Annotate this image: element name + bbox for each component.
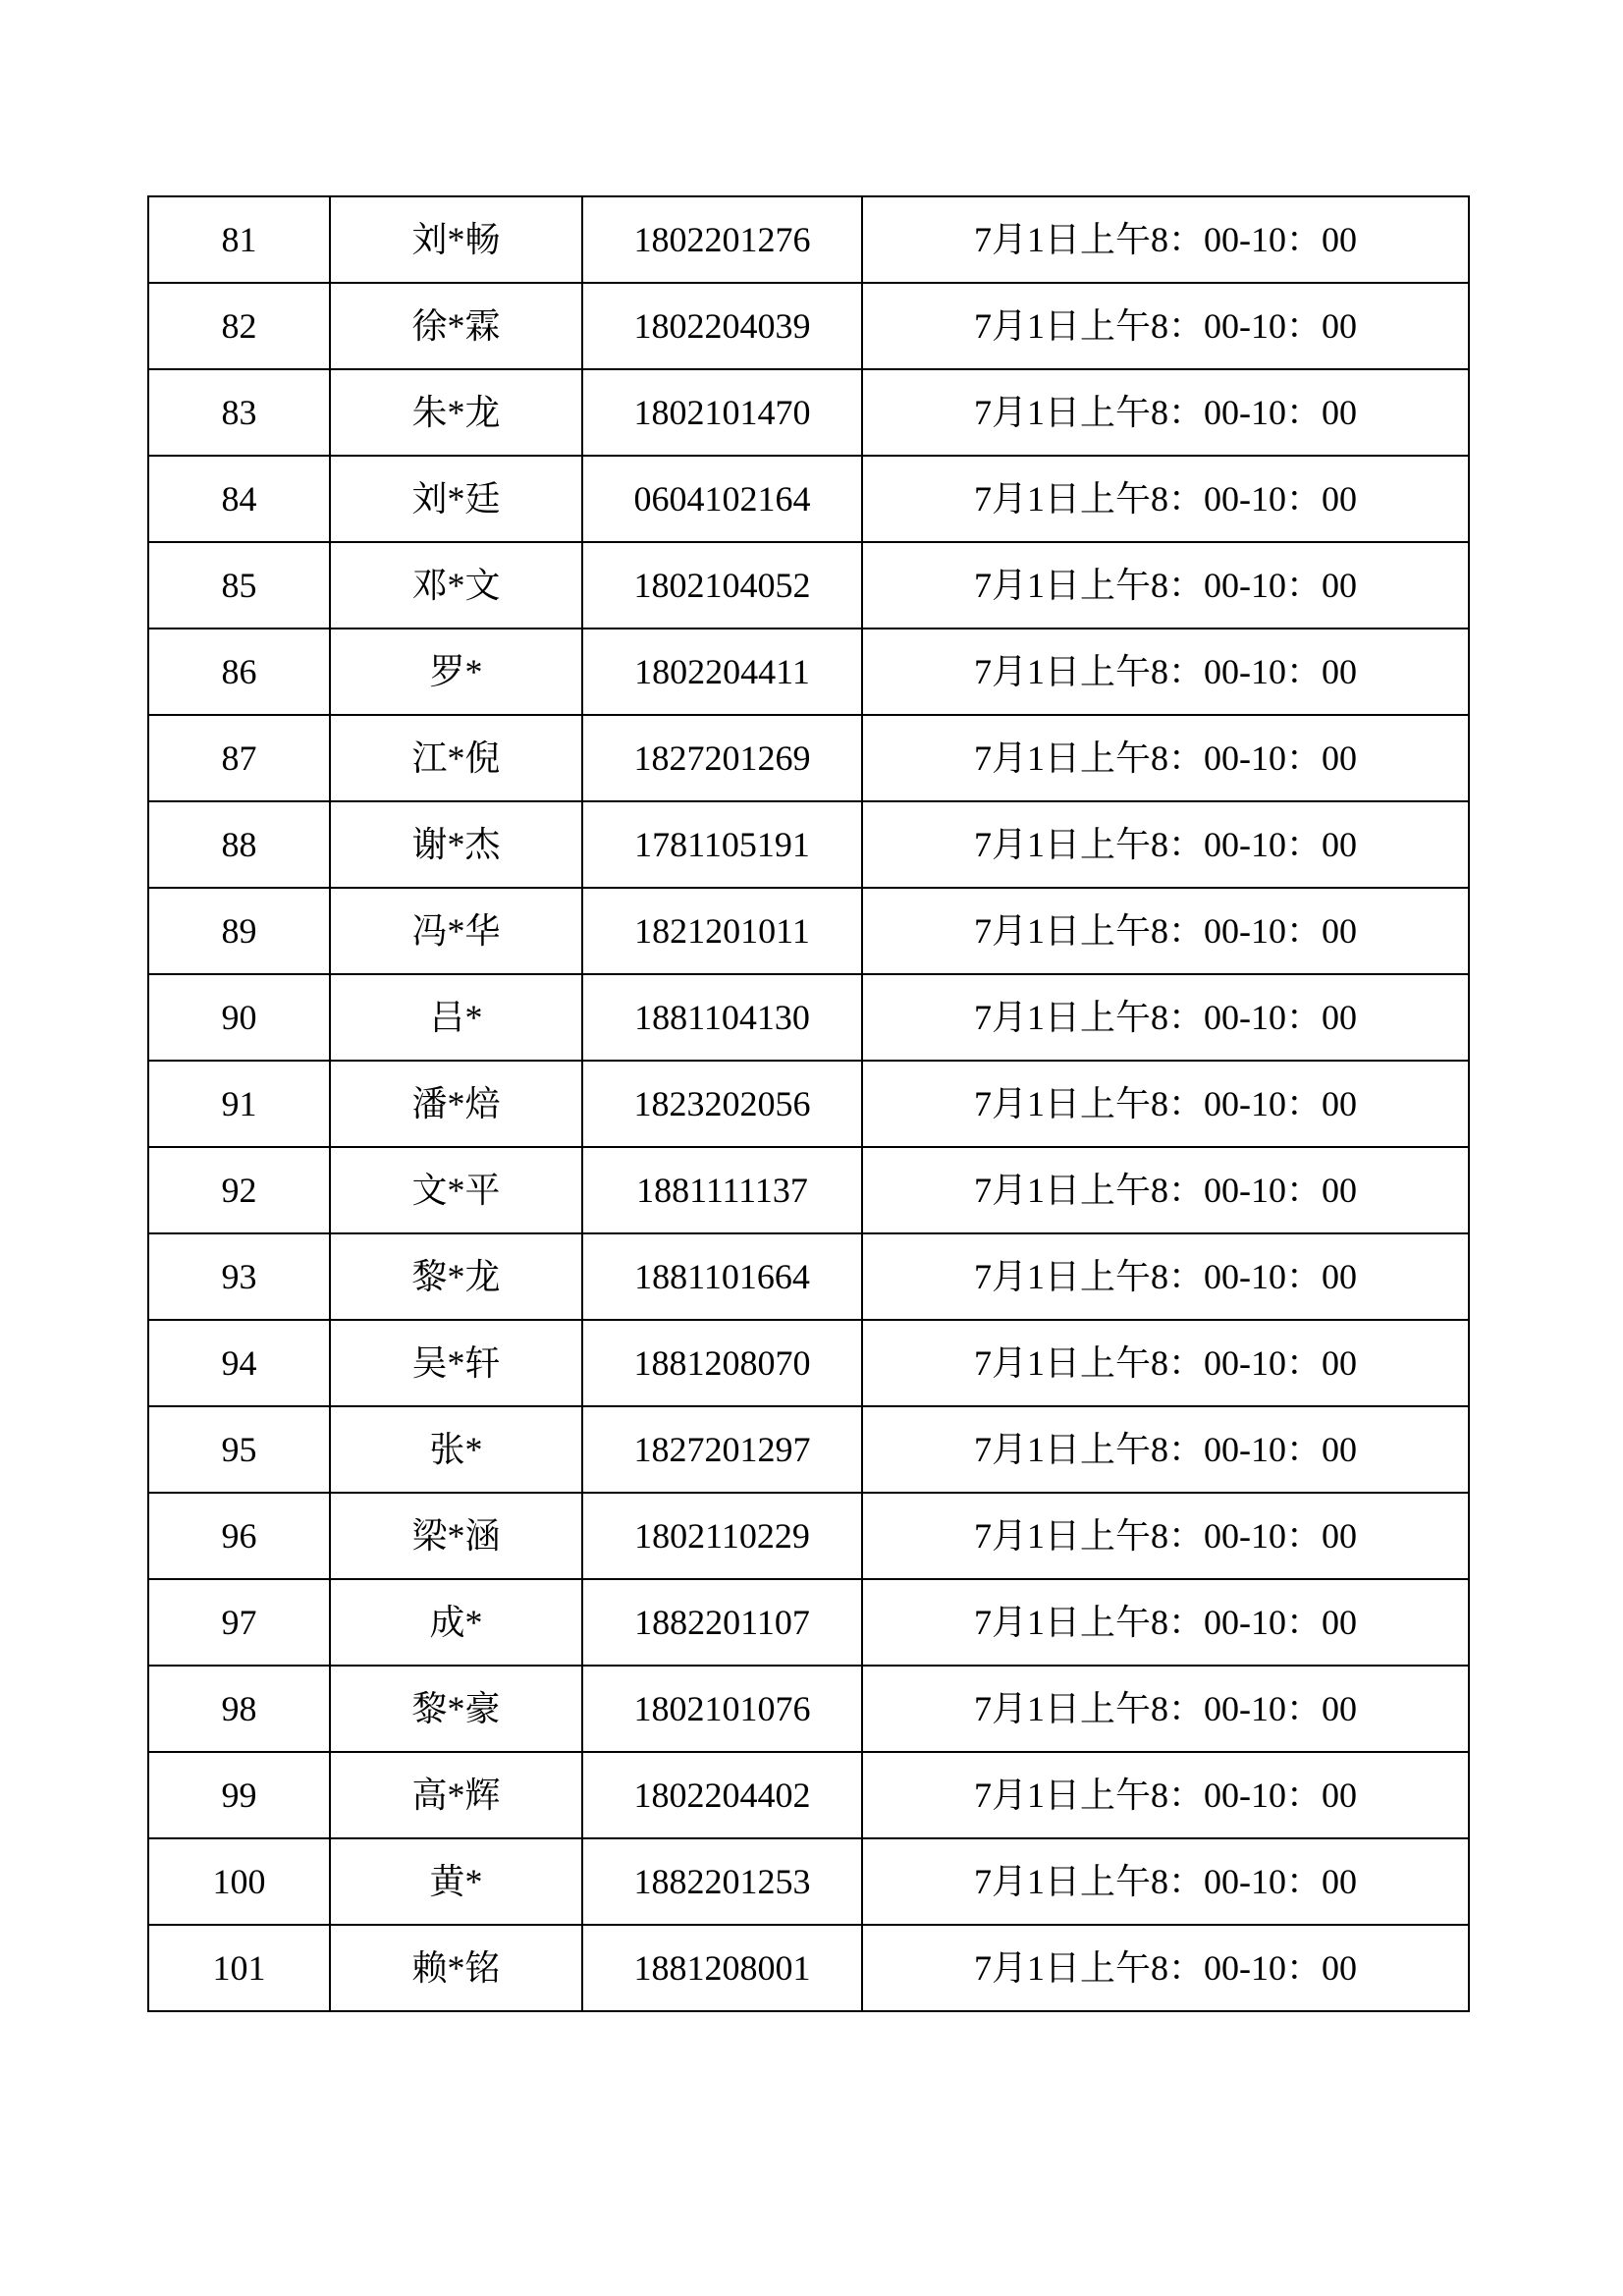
student-id-cell: 0604102164 bbox=[582, 456, 862, 542]
time-slot-cell: 7月1日上午8：00-10：00 bbox=[862, 1406, 1469, 1493]
table-row bbox=[148, 1061, 1469, 1147]
row-number-cell: 90 bbox=[148, 974, 330, 1061]
student-id-cell: 1781105191 bbox=[582, 801, 862, 888]
table-row bbox=[148, 542, 1469, 629]
table-row bbox=[148, 369, 1469, 456]
row-number-cell: 98 bbox=[148, 1666, 330, 1752]
time-slot-cell: 7月1日上午8：00-10：00 bbox=[862, 1925, 1469, 2011]
student-id-cell: 1882201253 bbox=[582, 1838, 862, 1925]
time-slot-cell: 7月1日上午8：00-10：00 bbox=[862, 715, 1469, 801]
name-cell: 梁*涵 bbox=[330, 1493, 582, 1579]
student-id-cell: 1802204402 bbox=[582, 1752, 862, 1838]
time-slot-cell: 7月1日上午8：00-10：00 bbox=[862, 974, 1469, 1061]
student-id-cell: 1802101076 bbox=[582, 1666, 862, 1752]
time-slot-cell: 7月1日上午8：00-10：00 bbox=[862, 196, 1469, 283]
table-row bbox=[148, 629, 1469, 715]
row-number-cell: 89 bbox=[148, 888, 330, 974]
time-slot-cell: 7月1日上午8：00-10：00 bbox=[862, 542, 1469, 629]
student-id-cell: 1821201011 bbox=[582, 888, 862, 974]
row-number-cell: 85 bbox=[148, 542, 330, 629]
row-number-cell: 83 bbox=[148, 369, 330, 456]
row-number-cell: 99 bbox=[148, 1752, 330, 1838]
row-number-cell: 94 bbox=[148, 1320, 330, 1406]
time-slot-cell: 7月1日上午8：00-10：00 bbox=[862, 1666, 1469, 1752]
name-cell: 张* bbox=[330, 1406, 582, 1493]
time-slot-cell: 7月1日上午8：00-10：00 bbox=[862, 1579, 1469, 1666]
row-number-cell: 100 bbox=[148, 1838, 330, 1925]
time-slot-cell: 7月1日上午8：00-10：00 bbox=[862, 1838, 1469, 1925]
name-cell: 文*平 bbox=[330, 1147, 582, 1233]
student-id-cell: 1823202056 bbox=[582, 1061, 862, 1147]
row-number-cell: 82 bbox=[148, 283, 330, 369]
row-number-cell: 87 bbox=[148, 715, 330, 801]
student-id-cell: 1881208001 bbox=[582, 1925, 862, 2011]
time-slot-cell: 7月1日上午8：00-10：00 bbox=[862, 1752, 1469, 1838]
time-slot-cell: 7月1日上午8：00-10：00 bbox=[862, 369, 1469, 456]
name-cell: 成* bbox=[330, 1579, 582, 1666]
time-slot-cell: 7月1日上午8：00-10：00 bbox=[862, 629, 1469, 715]
name-cell: 赖*铭 bbox=[330, 1925, 582, 2011]
student-id-cell: 1802201276 bbox=[582, 196, 862, 283]
student-id-cell: 1881101664 bbox=[582, 1233, 862, 1320]
name-cell: 刘*廷 bbox=[330, 456, 582, 542]
table-row bbox=[148, 715, 1469, 801]
row-number-cell: 96 bbox=[148, 1493, 330, 1579]
table-row bbox=[148, 888, 1469, 974]
name-cell: 刘*畅 bbox=[330, 196, 582, 283]
row-number-cell: 88 bbox=[148, 801, 330, 888]
name-cell: 朱*龙 bbox=[330, 369, 582, 456]
row-number-cell: 84 bbox=[148, 456, 330, 542]
time-slot-cell: 7月1日上午8：00-10：00 bbox=[862, 1493, 1469, 1579]
time-slot-cell: 7月1日上午8：00-10：00 bbox=[862, 888, 1469, 974]
name-cell: 黎*龙 bbox=[330, 1233, 582, 1320]
name-cell: 罗* bbox=[330, 629, 582, 715]
name-cell: 潘*焙 bbox=[330, 1061, 582, 1147]
row-number-cell: 86 bbox=[148, 629, 330, 715]
name-cell: 谢*杰 bbox=[330, 801, 582, 888]
table-row bbox=[148, 1233, 1469, 1320]
row-number-cell: 92 bbox=[148, 1147, 330, 1233]
name-cell: 江*倪 bbox=[330, 715, 582, 801]
row-number-cell: 95 bbox=[148, 1406, 330, 1493]
name-cell: 邓*文 bbox=[330, 542, 582, 629]
time-slot-cell: 7月1日上午8：00-10：00 bbox=[862, 456, 1469, 542]
row-number-cell: 91 bbox=[148, 1061, 330, 1147]
student-id-cell: 1827201297 bbox=[582, 1406, 862, 1493]
name-cell: 徐*霖 bbox=[330, 283, 582, 369]
roster-table bbox=[147, 195, 1470, 2012]
student-id-cell: 1802104052 bbox=[582, 542, 862, 629]
student-id-cell: 1802204411 bbox=[582, 629, 862, 715]
row-number-cell: 101 bbox=[148, 1925, 330, 2011]
student-id-cell: 1881111137 bbox=[582, 1147, 862, 1233]
time-slot-cell: 7月1日上午8：00-10：00 bbox=[862, 1320, 1469, 1406]
roster-table-body bbox=[148, 196, 1469, 2011]
student-id-cell: 1802204039 bbox=[582, 283, 862, 369]
row-number-cell: 97 bbox=[148, 1579, 330, 1666]
time-slot-cell: 7月1日上午8：00-10：00 bbox=[862, 1061, 1469, 1147]
name-cell: 黄* bbox=[330, 1838, 582, 1925]
name-cell: 冯*华 bbox=[330, 888, 582, 974]
table-row bbox=[148, 1838, 1469, 1925]
table-row bbox=[148, 456, 1469, 542]
name-cell: 黎*豪 bbox=[330, 1666, 582, 1752]
table-row bbox=[148, 1579, 1469, 1666]
time-slot-cell: 7月1日上午8：00-10：00 bbox=[862, 1147, 1469, 1233]
table-row bbox=[148, 1925, 1469, 2011]
table-row bbox=[148, 1147, 1469, 1233]
student-id-cell: 1882201107 bbox=[582, 1579, 862, 1666]
time-slot-cell: 7月1日上午8：00-10：00 bbox=[862, 283, 1469, 369]
name-cell: 吴*轩 bbox=[330, 1320, 582, 1406]
table-row bbox=[148, 1493, 1469, 1579]
table-row bbox=[148, 1320, 1469, 1406]
name-cell: 吕* bbox=[330, 974, 582, 1061]
student-id-cell: 1802101470 bbox=[582, 369, 862, 456]
table-row bbox=[148, 196, 1469, 283]
table-row bbox=[148, 801, 1469, 888]
student-id-cell: 1802110229 bbox=[582, 1493, 862, 1579]
row-number-cell: 93 bbox=[148, 1233, 330, 1320]
student-id-cell: 1881104130 bbox=[582, 974, 862, 1061]
student-id-cell: 1827201269 bbox=[582, 715, 862, 801]
time-slot-cell: 7月1日上午8：00-10：00 bbox=[862, 801, 1469, 888]
student-id-cell: 1881208070 bbox=[582, 1320, 862, 1406]
table-row bbox=[148, 283, 1469, 369]
time-slot-cell: 7月1日上午8：00-10：00 bbox=[862, 1233, 1469, 1320]
table-row bbox=[148, 1666, 1469, 1752]
table-row bbox=[148, 1752, 1469, 1838]
table-row bbox=[148, 1406, 1469, 1493]
name-cell: 高*辉 bbox=[330, 1752, 582, 1838]
table-row bbox=[148, 974, 1469, 1061]
row-number-cell: 81 bbox=[148, 196, 330, 283]
